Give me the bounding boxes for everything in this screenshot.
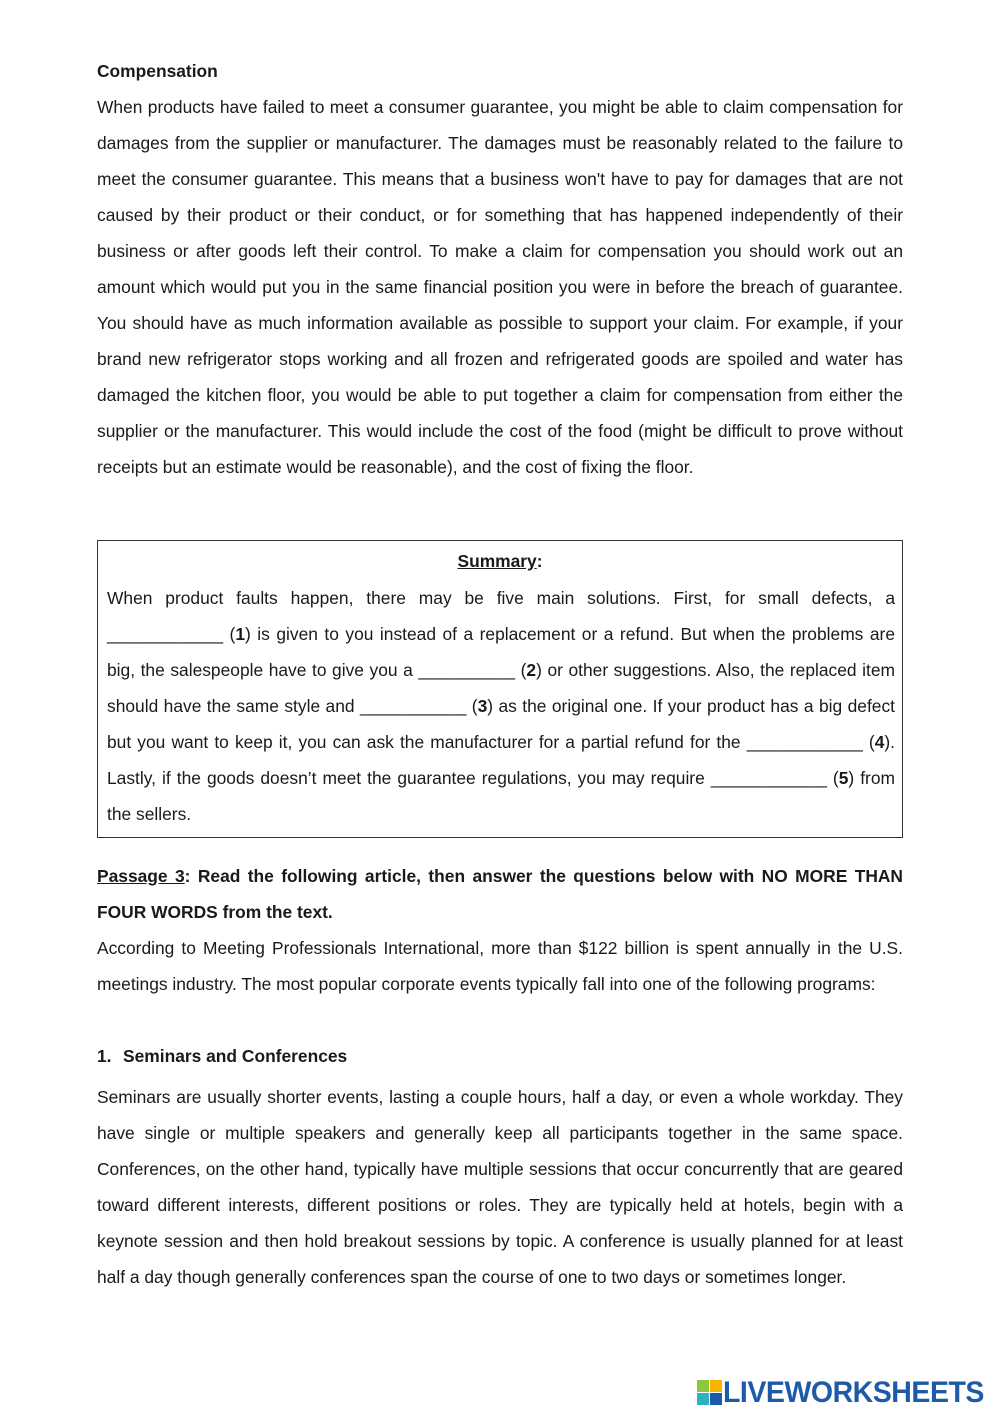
logo-cell-v	[697, 1393, 709, 1405]
blank-number-3: 3	[477, 696, 488, 716]
blank-number-4: 4	[874, 732, 885, 752]
section1-number: 1.	[97, 1046, 112, 1066]
summary-text-1: is given to you instead of a replacement or a refund. But when the problems are big, the salespeople have to give you a	[107, 624, 895, 680]
liveworksheets-wordmark: LIVEWORKSHEETS	[723, 1376, 984, 1409]
logo-cell-e	[710, 1393, 722, 1405]
blank-number-2: 2	[526, 660, 537, 680]
summary-paragraph: When product faults happen, there may be five main solutions. First, for small defects, a ____________ (1) is given to you instead of a replacement or a refund. But when the problems are big, the salespeople have to give you a __________ (2) or other suggestions. Also, the replaced item should have the same style and ___________ (3) as the original one. If your product has a big defect but you want to keep it, you can ask the manufacturer for a partial refund for the ____________ (4). Lastly, if the goods doesn’t meet the guarantee regulations, you may require ____________ (5) from the sellers.	[107, 588, 896, 824]
section1-heading	[97, 1045, 347, 1067]
summary-text-5: from the sellers.	[107, 768, 895, 824]
logo-cell-l	[697, 1380, 709, 1392]
logo-cell-i	[710, 1380, 722, 1392]
liveworksheets-watermark	[697, 1376, 995, 1410]
blank-3[interactable]: ___________	[359, 696, 467, 716]
summary-box	[97, 540, 903, 838]
passage3-label: Passage 3	[97, 866, 185, 886]
section1-paragraph: Seminars are usually shorter events, lasting a couple hours, half a day, or even a whole workday. They have single or multiple speakers and generally keep all participants together in the same space. Conferences, on the other hand, typically have multiple sessions that occur concurrently that are geared toward different interests, different positions or roles. They are typically held at hotels, begin with a keynote session and then hold breakout sessions by topic. A conference is usually planned for at least half a day though generally conferences span the course of one to two days or sometimes longer.	[97, 1087, 903, 1287]
blank-number-5: 5	[838, 768, 849, 788]
blank-number-1: 1	[235, 624, 246, 644]
passage3-heading	[97, 858, 903, 930]
blank-1[interactable]: ____________	[107, 624, 224, 644]
liveworksheets-logo-icon	[697, 1380, 723, 1406]
summary-text-2: or other suggestions. Also, the replaced item should have the same style and	[107, 660, 895, 716]
compensation-heading: Compensation	[97, 61, 218, 81]
passage3-intro: According to Meeting Professionals International, more than $122 billion is spent annually in the U.S. meetings industry. The most popular corporate events typically fall into one of the following programs:	[97, 938, 903, 994]
summary-title-colon: :	[536, 551, 543, 571]
blank-4[interactable]: ____________	[746, 732, 863, 752]
passage3-instruction: : Read the following article, then answer the questions below with NO MORE THAN FOUR WORDS from the text.	[97, 866, 903, 922]
section1-title: Seminars and Conferences	[123, 1046, 348, 1066]
summary-text-3: as the original one. If your product has a big defect but you want to keep it, you can ask the manufacturer for a partial refund for the	[107, 696, 895, 752]
blank-5[interactable]: ____________	[710, 768, 827, 788]
blank-2[interactable]: __________	[418, 660, 516, 680]
compensation-paragraph: When products have failed to meet a consumer guarantee, you might be able to claim compensation for damages from the supplier or manufacturer. The damages must be reasonably related to the failure to meet the consumer guarantee. This means that a business won't have to pay for damages that are not caused by their product or their conduct, or for something that has happened independently of their business or after goods left their control. To make a claim for compensation you should work out an amount which would put you in the same financial position you were in before the breach of guarantee. You should have as much information available as possible to support your claim. For example, if your brand new refrigerator stops working and all frozen and refrigerated goods are spoiled and water has damaged the kitchen floor, you would be able to put together a claim for compensation from either the supplier or the manufacturer. This would include the cost of the food (might be difficult to prove without receipts but an estimate would be reasonable), and the cost of fixing the floor.	[97, 97, 903, 477]
summary-text-0: When product faults happen, there may be five main solutions. First, for small defects, a	[107, 588, 895, 608]
summary-title	[98, 550, 902, 572]
summary-title-label: Summary	[457, 551, 537, 571]
summary-text-4: . Lastly, if the goods doesn’t meet the guarantee regulations, you may require	[107, 732, 896, 788]
